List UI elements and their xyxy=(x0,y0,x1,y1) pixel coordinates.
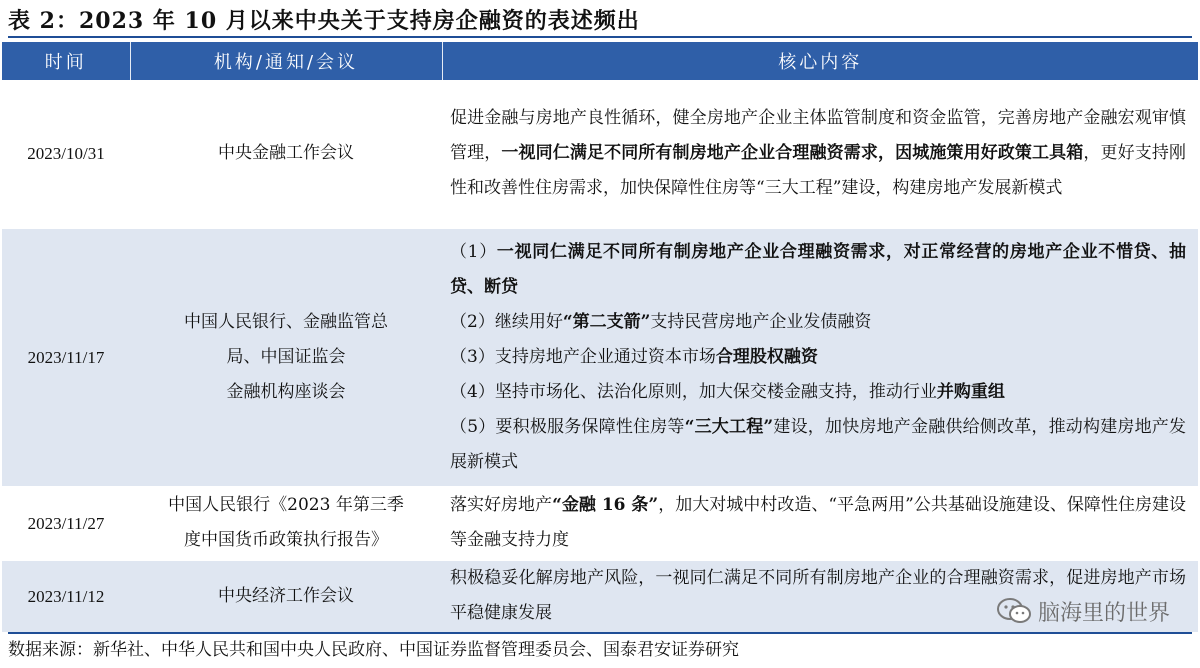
content-text: （5）要积极服务保障性住房等 xyxy=(450,416,685,437)
content-text: ，更好支持刚性和改善性住房需求，加快保障性住房等“三大工程”建设，构建房地产发展新模式 xyxy=(450,143,1187,199)
org-line: 局、中国证监会 xyxy=(226,346,346,367)
content-text-bold: 并购重组 xyxy=(936,381,1005,402)
table-header-row xyxy=(2,42,1198,80)
row-content xyxy=(442,486,1198,560)
header-content: 核心内容 xyxy=(442,42,1198,80)
content-paragraph xyxy=(450,488,1186,558)
content-text: （4）坚持市场化、法治化原则，加大保交楼金融支持，推动行业 xyxy=(450,381,937,402)
org-line: 中国人民银行《2023 年第三季 xyxy=(168,495,404,515)
content-text: （1） xyxy=(450,241,497,262)
content-text: 促进金融与房地产良性循环，健全房地产企业主体监管制度和资金监管，完善房地产金融宏观审慎管理， xyxy=(450,108,1186,164)
content-text: 积极稳妥化解房地产风险，一视同仁满足不同所有制房地产企业的合理融资需求，促进房地产市场平稳健康发展 xyxy=(450,568,1186,623)
policy-table xyxy=(2,42,1198,633)
wechat-icon xyxy=(996,597,1032,625)
row-date: 2023/11/17 xyxy=(2,228,130,486)
row-date: 2023/11/12 xyxy=(2,560,130,632)
watermark-text: 脑海里的世界 xyxy=(1037,600,1170,626)
org-line: 金融机构座谈会 xyxy=(226,381,346,402)
table-row xyxy=(2,80,1198,228)
content-text-bold: 合理股权融资 xyxy=(715,346,818,367)
content-text: 建设，加快房地产金融供给侧改革，推动构建房地产发展新模式 xyxy=(450,416,1186,472)
org-line: 中央经济工作会议 xyxy=(218,585,354,606)
content-text-bold: “第二支箭” xyxy=(562,311,651,332)
row-content xyxy=(442,80,1198,228)
content-item xyxy=(450,410,1186,480)
watermark xyxy=(996,594,1170,628)
content-paragraph xyxy=(450,101,1186,206)
content-text-bold: 一视同仁满足不同所有制房地产企业合理融资需求，因城施策用好政策工具箱 xyxy=(501,143,1084,164)
table-row xyxy=(2,486,1198,560)
content-text: （3）支持房地产企业通过资本市场 xyxy=(450,346,716,367)
content-text: （2）继续用好 xyxy=(450,311,563,332)
row-org xyxy=(130,560,442,632)
row-org xyxy=(130,486,442,560)
org-line: 中国人民银行、金融监管总 xyxy=(184,311,388,332)
data-source: 数据来源：新华社、中华人民共和国中央人民政府、中国证券监督管理委员会、国泰君安证券研究 xyxy=(8,632,1192,664)
content-item xyxy=(450,305,1186,340)
content-item xyxy=(450,340,1186,375)
row-org xyxy=(130,80,442,228)
content-text-bold: “金融 16 条” xyxy=(552,495,659,515)
header-time: 时间 xyxy=(2,42,130,80)
header-org: 机构/通知/会议 xyxy=(130,42,442,80)
content-text-bold: 一视同仁满足不同所有制房地产企业合理融资需求，对正常经营的房地产企业不惜贷、抽贷、断贷 xyxy=(450,241,1186,297)
org-line: 度中国货币政策执行报告》 xyxy=(184,530,388,550)
row-content xyxy=(442,228,1198,486)
row-date: 2023/10/31 xyxy=(2,80,130,228)
content-text: ，加大对城中村改造、“平急两用”公共基础设施建设、保障性住房建设等金融支持力度 xyxy=(450,495,1186,550)
table-row xyxy=(2,228,1198,486)
content-item xyxy=(450,375,1186,410)
table-title: 表 2：2023 年 10 月以来中央关于支持房企融资的表述频出 xyxy=(8,4,1192,38)
content-text: 支持民营房地产企业发债融资 xyxy=(650,311,872,332)
org-line: 中央金融工作会议 xyxy=(218,143,354,164)
content-item xyxy=(450,235,1186,305)
content-text-bold: “三大工程” xyxy=(684,416,774,437)
row-date: 2023/11/27 xyxy=(2,486,130,560)
row-org xyxy=(130,228,442,486)
content-text: 落实好房地产 xyxy=(450,495,553,515)
